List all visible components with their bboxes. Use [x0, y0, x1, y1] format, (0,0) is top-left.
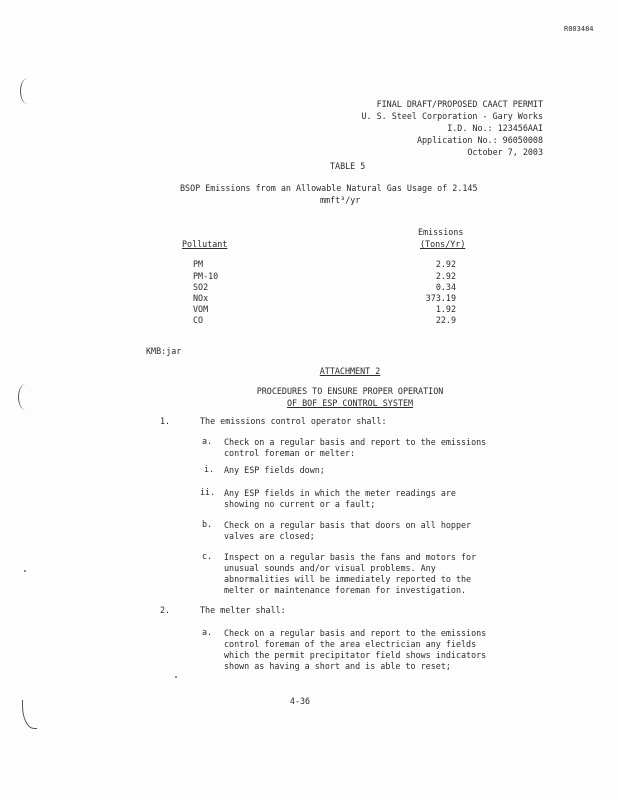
table-row-value: 22.9 — [435, 315, 456, 325]
sub-label: ii. — [200, 487, 216, 497]
initials: KMB:jar — [146, 346, 182, 356]
sub-line: Any ESP fields down; — [224, 465, 325, 475]
sub-label: i. — [204, 464, 215, 474]
margin-mark-middle — [18, 384, 33, 410]
table-row-pollutant: VOM — [193, 304, 209, 314]
pollutant-header: Pollutant — [182, 239, 228, 249]
sub-text — [224, 465, 325, 476]
sub-line: Check on a regular basis and report to the emissions — [224, 437, 487, 447]
table-row-value: 373.19 — [425, 293, 456, 303]
sub-text — [224, 628, 486, 672]
sub-label: a. — [202, 627, 213, 637]
header-line: October 7, 2003 — [467, 147, 543, 157]
table-title: TABLE 5 — [330, 161, 366, 171]
emissions-units-header: (Tons/Yr) — [420, 239, 466, 249]
table-row-pollutant: CO — [193, 315, 204, 325]
sub-line: showing no current or a fault; — [224, 499, 376, 509]
sub-line: Any ESP fields in which the meter readings are — [224, 488, 456, 498]
item-number: 1. — [160, 416, 171, 426]
sub-line: control foreman or melter: — [224, 448, 356, 458]
sub-text — [224, 488, 456, 510]
stray-dot — [24, 570, 26, 572]
page-number: 4-36 — [289, 696, 311, 706]
header-line: I.D. No.: 123456AAI — [447, 123, 543, 133]
margin-mark-bottom — [22, 700, 37, 729]
table-row-value: 1.92 — [435, 304, 456, 314]
sub-line: control foreman of the area electrician any fields — [224, 639, 477, 649]
item-number: 2. — [160, 605, 171, 615]
margin-mark-top — [20, 78, 35, 104]
header-line: Application No.: 96050008 — [416, 135, 543, 145]
sub-label: c. — [202, 551, 213, 561]
sub-line: shown as having a short and is able to reset; — [224, 661, 451, 671]
sub-text — [224, 520, 471, 542]
table-row-pollutant: PM-10 — [193, 271, 219, 281]
table-row-value: 2.92 — [435, 259, 456, 269]
attachment-subtitle: PROCEDURES TO ENSURE PROPER OPERATION — [256, 386, 444, 396]
sub-line: Check on a regular basis that doors on all hopper — [224, 520, 472, 530]
sub-text — [224, 437, 486, 459]
attachment-title: ATTACHMENT 2 — [319, 366, 381, 376]
table-row-pollutant: SO2 — [193, 282, 209, 292]
item-text: The emissions control operator shall: — [200, 416, 387, 426]
header-line: FINAL DRAFT/PROPOSED CAACT PERMIT — [376, 99, 543, 109]
emissions-header: Emissions — [418, 227, 464, 237]
sub-line: Inspect on a regular basis the fans and motors for — [224, 552, 477, 562]
sub-label: a. — [202, 436, 213, 446]
table-row-pollutant: NOx — [193, 293, 209, 303]
item-text: The melter shall: — [200, 605, 286, 615]
sub-line: unusual sounds and/or visual problems. Any — [224, 563, 436, 573]
table-caption: mmft³/yr — [320, 195, 361, 205]
table-caption: BSOP Emissions from an Allowable Natural Gas Usage of 2.145 — [180, 183, 478, 193]
table-row-value: 0.34 — [435, 282, 456, 292]
table-row-value: 2.92 — [435, 271, 456, 281]
sub-line: abnormalities will be immediately reported to the — [224, 574, 472, 584]
sub-text — [224, 552, 476, 596]
attachment-subtitle: OF BOF ESP CONTROL SYSTEM — [286, 398, 414, 408]
sub-line: melter or maintenance foreman for investigation. — [224, 585, 467, 595]
header-line: U. S. Steel Corporation - Gary Works — [361, 111, 543, 121]
sub-line: which the permit precipitator field shows indicators — [224, 650, 487, 660]
document-id: R003484 — [564, 25, 594, 33]
sub-line: valves are closed; — [224, 531, 315, 541]
table-row-pollutant: PM — [193, 259, 204, 269]
sub-line: Check on a regular basis and report to the emissions — [224, 628, 487, 638]
sub-label: b. — [202, 519, 213, 529]
stray-dot — [175, 676, 177, 678]
